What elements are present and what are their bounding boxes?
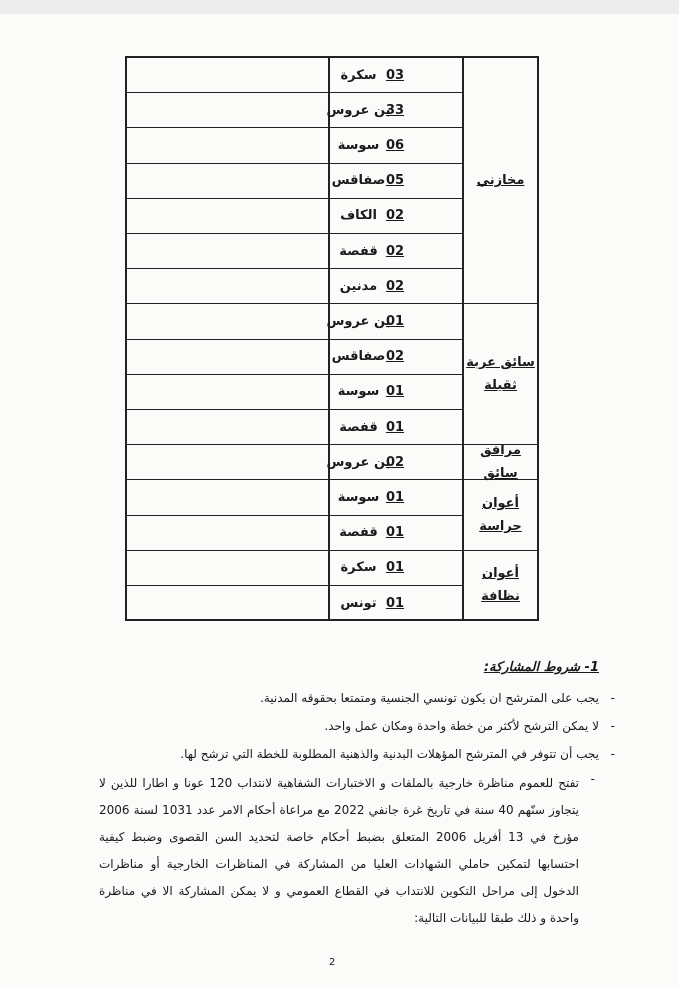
governorate-name: بن عروس	[326, 313, 391, 329]
bullet-dash: -	[610, 747, 615, 761]
condition-text: يجب على المترشح ان يكون تونسي الجنسية ومتمتعا بحقوقه المدنية.	[260, 691, 599, 705]
table-row	[127, 551, 462, 586]
table-row	[127, 480, 462, 515]
governorate-name: قفصة	[339, 243, 378, 259]
governorate-name: صفاقس	[331, 173, 386, 189]
table-row	[127, 269, 462, 304]
position-count: 33	[385, 102, 405, 118]
position-count: 06	[385, 137, 405, 153]
governorate-name: قفصة	[339, 525, 378, 541]
governorate-name: سوسة	[337, 489, 380, 505]
table-row	[127, 199, 462, 234]
table-row	[127, 586, 462, 621]
governorate-name: سكرة	[340, 67, 377, 83]
governorate-name: قفصة	[339, 419, 378, 435]
positions-table	[125, 56, 539, 621]
governorate-name: سوسة	[337, 384, 380, 400]
conditions-paragraph: تفتح للعموم مناظرة خارجية بالملفات و الاختبارات الشفاهية لانتداب 120 عونا و اطارا للذين لا يتجاوز سنّهم 40 سنة في تاريخ غرة جانفي 2022 مع مراعاة أحكام الامر عدد 1031 لسنة 2006 مؤرخ في 13 أفريل 2006 المتعلق بضبط أحكام خاصة لتحديد السن القصوى وضبط كيفية احتسابها لتمكين حاملي الشهادات العليا من المشاركة في المناظرات الخارجية أو مناظرات الدخول إلى مراحل التكوين للانتداب في القطاع العمومي و لا يمكن المشاركة الا في مناظرة واحدة و ذلك طبقا للبيانات التالية:	[99, 776, 580, 925]
position-count: 01	[385, 560, 405, 576]
position-count: 02	[385, 349, 405, 365]
table-row	[127, 58, 462, 93]
governorate-name: سكرة	[340, 560, 377, 576]
table-row	[127, 445, 462, 480]
governorate-name: صفاقس	[331, 349, 386, 365]
table-row	[127, 375, 462, 410]
position-count: 01	[385, 489, 405, 505]
condition-text: يجب أن تتوفر في المترشح المؤهلات البدنية والذهنية المطلوبة للخطة التي ترشح لها.	[180, 747, 599, 761]
governorate-name: تونس	[340, 595, 377, 611]
job-title-cell: سائق عربة ثقيلة	[464, 304, 537, 445]
job-title-cell: أعوان حراسة	[464, 480, 537, 550]
position-count: 02	[385, 278, 405, 294]
governorate-name: مدنين	[339, 278, 378, 294]
governorate-name: سوسة	[337, 137, 380, 153]
position-count: 02	[385, 208, 405, 224]
position-count: 01	[385, 419, 405, 435]
position-count: 05	[385, 173, 405, 189]
position-count: 02	[385, 243, 405, 259]
table-row	[127, 128, 462, 163]
table-row	[127, 516, 462, 551]
table-row	[127, 304, 462, 339]
condition-text: لا يمكن الترشح لأكثر من خطة واحدة ومكان عمل واحد.	[324, 719, 599, 733]
position-count: 01	[385, 384, 405, 400]
bullet-dash: -	[610, 691, 615, 705]
condition-item	[119, 744, 615, 764]
table-row	[127, 93, 462, 128]
condition-item	[119, 688, 615, 708]
job-title-cell: أعوان نظافة	[464, 551, 537, 621]
position-count: 01	[385, 313, 405, 329]
governorate-name: بن عروس	[326, 454, 391, 470]
table-row	[127, 340, 462, 375]
job-title-cell: مخازني	[464, 58, 537, 304]
page-number: 2	[329, 957, 336, 968]
bullet-dash: -	[610, 719, 615, 733]
governorate-name: الكاف	[340, 208, 377, 224]
condition-item	[119, 716, 615, 736]
table-row	[127, 410, 462, 445]
governorate-name: بن عروس	[326, 102, 391, 118]
position-count: 03	[385, 67, 405, 83]
bullet-dash: -	[590, 772, 595, 786]
table-row	[127, 234, 462, 269]
conditions-title: 1- شروط المشاركة:	[483, 660, 599, 675]
position-count: 02	[385, 454, 405, 470]
position-count: 01	[385, 525, 405, 541]
position-count: 01	[385, 595, 405, 611]
scan-top-band	[0, 0, 679, 14]
table-row	[127, 164, 462, 199]
job-title-cell: مرافق سائق	[464, 445, 537, 480]
